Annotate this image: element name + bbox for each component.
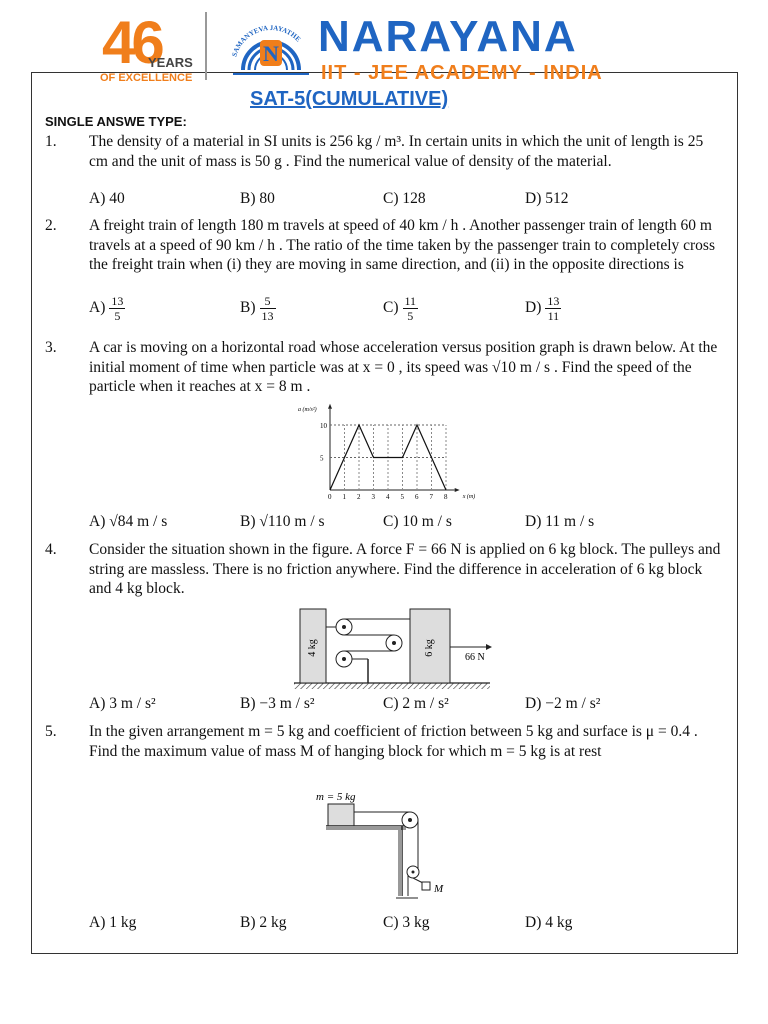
- option-label: C): [383, 299, 399, 317]
- option-fraction: [545, 294, 561, 323]
- x-tick-label: 1: [342, 493, 346, 501]
- question-number: 2.: [45, 217, 57, 234]
- block-M-label: M: [434, 883, 444, 895]
- numerator: 5: [260, 294, 276, 309]
- test-title: SAT-5(CUMULATIVE): [250, 88, 449, 110]
- option-d: [525, 294, 561, 323]
- question-text: The density of a material in SI units is 256 kg / m³. In certain units in which the unit of length is 25 cm and the unit of mass is 50 g . Find the numerical value of density of the material.: [89, 133, 704, 170]
- x-axis-arrow: [455, 488, 460, 492]
- question-text: In the given arrangement m = 5 kg and coefficient of friction between 5 kg and surface is μ = 0.4 . Find the maximum value of mass M of hanging block for which m = 5 kg is at rest: [89, 723, 698, 760]
- force-label: 66 N: [465, 652, 485, 663]
- friction-pulley-figure: [312, 784, 452, 904]
- denominator: 5: [407, 309, 414, 323]
- block-m: [328, 804, 354, 826]
- header-divider: [205, 12, 207, 80]
- x-tick-label: 7: [429, 493, 433, 501]
- x-tick-label: 6: [415, 493, 419, 501]
- option-c: C) 3 kg: [383, 914, 430, 931]
- option-label: D): [525, 299, 542, 317]
- question-number: 1.: [45, 133, 57, 150]
- x-tick-label: 8: [444, 493, 448, 501]
- denominator: 11: [547, 309, 560, 323]
- option-b: B) √110 m / s: [240, 513, 325, 530]
- option-d: D) 512: [525, 190, 569, 207]
- option-label: B): [240, 299, 256, 317]
- option-c: C) 128: [383, 190, 426, 207]
- x-tick-label: 0: [328, 493, 332, 501]
- x-tick-label: 5: [400, 493, 404, 501]
- option-a: A) √84 m / s: [89, 513, 168, 530]
- option-c: C) 2 m / s²: [383, 695, 449, 712]
- option-b: B) 80: [240, 190, 275, 207]
- option-label: A): [89, 299, 106, 317]
- question-number: 3.: [45, 339, 57, 356]
- numerator: 11: [404, 294, 417, 308]
- question-text: Consider the situation shown in the figure. A force F = 66 N is applied on 6 kg block. The pulleys and string are massless. There is no friction anywhere. Find the difference in acceleration of 6 kg block and 4 kg block.: [89, 541, 721, 597]
- numerator: 13: [111, 294, 124, 308]
- floor: [294, 683, 490, 689]
- emblem-motto: SAMANYEVA JAYATHE: [230, 23, 303, 58]
- option-b: B) −3 m / s²: [240, 695, 315, 712]
- anniversary-number: 46: [102, 9, 161, 76]
- anniversary-excellence: OF EXCELLENCE: [100, 72, 193, 84]
- narayana-emblem-icon: [225, 8, 317, 88]
- option-fraction: [109, 294, 125, 323]
- option-a: A) 3 m / s²: [89, 695, 156, 712]
- brand-tagline: IIT - JEE ACADEMY - INDIA: [321, 62, 603, 84]
- y-axis-arrow: [328, 404, 332, 409]
- acceleration-position-graph: [290, 398, 480, 506]
- option-a: A) 40: [89, 190, 125, 207]
- question-text: A car is moving on a horizontal road whose acceleration versus position graph is drawn below. At the initial moment of time when particle was at x = 0 , its speed was √10 m / s . Find the speed of the particle when it reaches at x = 8 m .: [89, 339, 718, 395]
- y-tick-label: 5: [320, 454, 324, 463]
- option-b: [240, 294, 276, 323]
- anniversary-years: YEARS: [148, 55, 193, 70]
- option-d: D) −2 m / s²: [525, 695, 601, 712]
- question-text: A freight train of length 180 m travels at speed of 40 km / h . Another passenger train of length 60 m travels at a speed of 90 km / h . The ratio of the time taken by the passenger train to completely cross the freight train when (i) they are moving in same direction, and (ii) in the opposite directions is: [89, 217, 715, 273]
- denominator: 13: [261, 309, 274, 323]
- option-a: [89, 294, 125, 323]
- x-tick-label: 2: [357, 493, 361, 501]
- x-tick-label: 4: [386, 493, 390, 501]
- pulley-blocks-figure: [290, 603, 500, 691]
- option-b: B) 2 kg: [240, 914, 287, 931]
- x-tick-label: 3: [371, 493, 375, 501]
- option-c: [383, 294, 418, 323]
- block-4kg-label: 4 kg: [307, 639, 318, 657]
- question-number: 5.: [45, 723, 57, 740]
- x-axis-label: x (m): [462, 494, 476, 500]
- numerator: 13: [547, 294, 560, 308]
- section-title: SINGLE ANSWE TYPE:: [45, 114, 187, 129]
- option-fraction: [260, 294, 276, 323]
- option-c: C) 10 m / s: [383, 513, 452, 530]
- option-fraction: [403, 294, 419, 323]
- block-m-label: m = 5 kg: [316, 791, 356, 803]
- block-6kg-label: 6 kg: [424, 639, 435, 657]
- header: [0, 0, 768, 110]
- svg-text:N: N: [263, 41, 279, 66]
- y-axis-label: a (m/s²): [298, 406, 317, 413]
- option-d: D) 11 m / s: [525, 513, 595, 530]
- question-number: 4.: [45, 541, 57, 558]
- option-a: A) 1 kg: [89, 914, 137, 931]
- denominator: 5: [114, 309, 121, 323]
- option-d: D) 4 kg: [525, 914, 573, 931]
- anniversary-logo: [100, 9, 200, 89]
- block-M: [422, 882, 430, 890]
- brand-name: NARAYANA: [318, 12, 578, 61]
- y-tick-label: 10: [320, 422, 327, 430]
